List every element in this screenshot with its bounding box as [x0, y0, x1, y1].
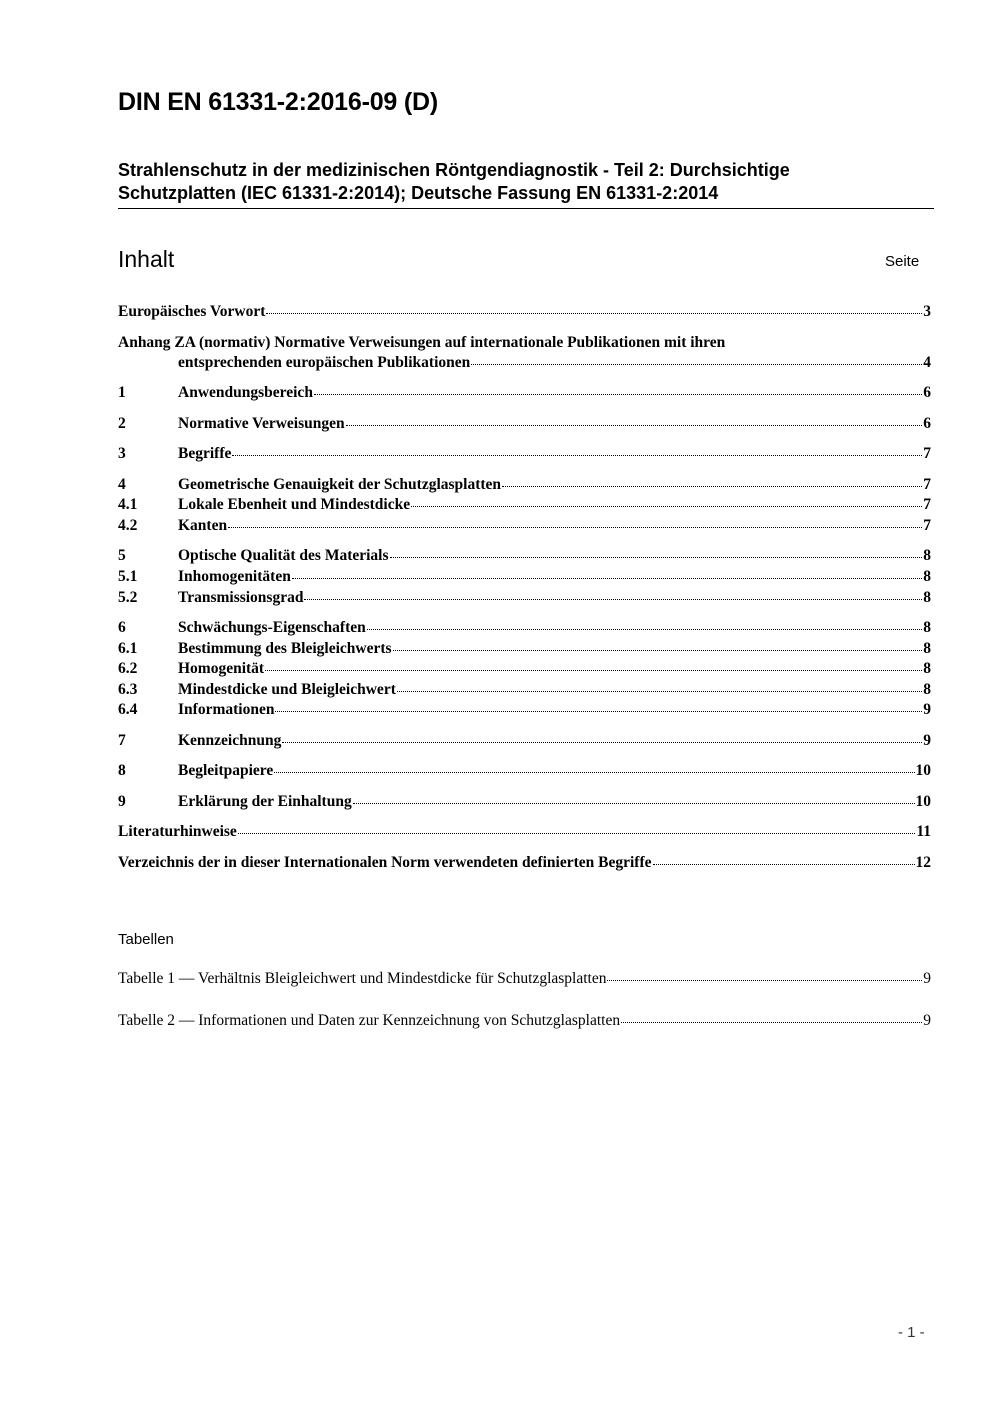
toc-entry-page: 7 [923, 476, 931, 493]
toc-entry-page: 8 [923, 568, 931, 585]
toc-entry-page: 8 [923, 589, 931, 606]
dot-leader [232, 455, 922, 456]
tables-heading: Tabellen [118, 931, 174, 948]
toc-entry-page: 9 [923, 701, 931, 718]
toc-entry-text: Begriffe [178, 445, 232, 462]
toc-entry[interactable] [118, 731, 931, 751]
table-entry-text: Tabelle 2 — Informationen und Daten zur Kennzeichnung von Schutzglasplatten [118, 1012, 621, 1029]
toc-entry[interactable] [118, 618, 931, 638]
toc-entry-text: Kennzeichnung [178, 732, 282, 749]
page-column-label: Seite [885, 253, 920, 270]
toc-entry-number: 5.1 [118, 568, 138, 585]
dot-leader [238, 833, 916, 834]
toc-entry-text: Anhang ZA (normativ) Normative Verweisungen auf internationale Publikationen mit ihren [118, 334, 726, 351]
toc-entry-page: 10 [915, 762, 931, 779]
dot-leader [282, 742, 922, 743]
document-title [118, 159, 934, 209]
toc-entry-number: 8 [118, 762, 126, 779]
toc-entry[interactable] [118, 444, 931, 464]
toc-entry-page: 8 [923, 660, 931, 677]
table-entry-text: Tabelle 1 — Verhältnis Bleigleichwert und Mindestdicke für Schutzglasplatten [118, 970, 607, 987]
toc-entry-text: Begleitpapiere [178, 762, 274, 779]
document-title-line-2: Schutzplatten (IEC 61331-2:2014); Deutsche Fassung EN 61331-2:2014 [118, 183, 719, 203]
dot-leader [353, 803, 915, 804]
toc-entry-number: 2 [118, 415, 126, 432]
table-entry[interactable] [118, 969, 931, 989]
toc-entry-page: 7 [923, 496, 931, 513]
toc-entry-number: 3 [118, 445, 126, 462]
dot-leader [397, 691, 922, 692]
toc-entry-page: 4 [923, 354, 931, 371]
toc-entry-page: 7 [923, 517, 931, 534]
toc-entry-page: 8 [923, 547, 931, 564]
toc-entry-number: 9 [118, 793, 126, 810]
toc-entry[interactable] [118, 414, 931, 434]
dot-leader [292, 578, 922, 579]
toc-entry-text: Schwächungs-Eigenschaften [178, 619, 366, 636]
table-entry-page: 9 [923, 970, 931, 987]
dot-leader [393, 650, 923, 651]
contents-heading: Inhalt [118, 246, 175, 272]
toc-entry[interactable] [118, 495, 931, 515]
toc-entry-number: 6.4 [118, 701, 138, 718]
toc-entry-text: Optische Qualität des Materials [178, 547, 389, 564]
toc-entry-number: 5.2 [118, 589, 138, 606]
dot-leader [265, 670, 922, 671]
toc-entry-annex-line-1[interactable] [118, 333, 931, 353]
toc-entry-text: Inhomogenitäten [178, 568, 291, 585]
toc-entry[interactable] [118, 700, 931, 720]
document-title-line-1: Strahlenschutz in der medizinischen Röntgendiagnostik - Teil 2: Durchsichtige [118, 160, 790, 180]
dot-leader [471, 364, 922, 365]
toc-entry[interactable] [118, 567, 931, 587]
dot-leader [266, 313, 922, 314]
toc-entry-text: Anwendungsbereich [178, 384, 313, 401]
toc-entry-page: 3 [923, 303, 931, 320]
toc-entry-number: 7 [118, 732, 126, 749]
toc-entry-text: Informationen [178, 701, 275, 718]
toc-entry-text-continued: entsprechenden europäischen Publikationen [178, 354, 471, 371]
toc-entry-text: Homogenität [178, 660, 265, 677]
dot-leader [274, 772, 914, 773]
dot-leader [502, 486, 922, 487]
toc-entry-annex-line-2[interactable] [118, 353, 931, 373]
toc-entry-number: 6.3 [118, 681, 138, 698]
dot-leader [314, 394, 922, 395]
toc-entry[interactable] [118, 546, 931, 566]
toc-entry-number: 4.2 [118, 517, 138, 534]
toc-entry-text: Literaturhinweise [118, 823, 237, 840]
toc-entry-number: 5 [118, 547, 126, 564]
dot-leader [367, 629, 923, 630]
toc-entry[interactable] [118, 659, 931, 679]
toc-entry[interactable] [118, 475, 931, 495]
toc-entry-page: 6 [923, 384, 931, 401]
toc-entry[interactable] [118, 761, 931, 781]
dot-leader [607, 980, 922, 981]
dot-leader [304, 599, 922, 600]
toc-entry-text: Kanten [178, 517, 228, 534]
toc-entry-page: 9 [923, 732, 931, 749]
toc-entry-number: 4.1 [118, 496, 138, 513]
toc-entry-text: Lokale Ebenheit und Mindestdicke [178, 496, 411, 513]
toc-entry[interactable] [118, 639, 931, 659]
toc-entry-number: 4 [118, 476, 126, 493]
toc-entry[interactable] [118, 302, 931, 322]
toc-entry[interactable] [118, 822, 931, 842]
toc-entry[interactable] [118, 680, 931, 700]
toc-entry-text: Normative Verweisungen [178, 415, 345, 432]
table-entry-page: 9 [923, 1012, 931, 1029]
toc-entry-page: 11 [916, 823, 931, 840]
toc-entry[interactable] [118, 588, 931, 608]
toc-entry-number: 1 [118, 384, 126, 401]
toc-entry[interactable] [118, 853, 931, 873]
toc-entry-number: 6.2 [118, 660, 138, 677]
toc-entry-text: Verzeichnis der in dieser Internationalen Norm verwendeten definierten Begriffe [118, 854, 652, 871]
toc-entry-page: 8 [923, 681, 931, 698]
toc-entry-text: Geometrische Genauigkeit der Schutzglasplatten [178, 476, 502, 493]
dot-leader [621, 1022, 922, 1023]
toc-entry-text: Europäisches Vorwort [118, 303, 266, 320]
toc-entry-page: 6 [923, 415, 931, 432]
dot-leader [275, 711, 922, 712]
table-entry[interactable] [118, 1011, 931, 1031]
toc-entry-number: 6.1 [118, 640, 138, 657]
document-code: DIN EN 61331-2:2016-09 (D) [118, 88, 438, 116]
dot-leader [228, 527, 922, 528]
dot-leader [346, 425, 923, 426]
toc-entry-page: 7 [923, 445, 931, 462]
dot-leader [390, 557, 923, 558]
toc-entry[interactable] [118, 516, 931, 536]
toc-entry-page: 8 [923, 619, 931, 636]
toc-entry-text: Transmissionsgrad [178, 589, 304, 606]
toc-entry-page: 12 [915, 854, 931, 871]
toc-entry-page: 8 [923, 640, 931, 657]
toc-entry-number: 6 [118, 619, 126, 636]
toc-entry[interactable] [118, 383, 931, 403]
toc-entry[interactable] [118, 792, 931, 812]
page-number: - 1 - [898, 1324, 925, 1341]
toc-entry-text: Erklärung der Einhaltung [178, 793, 352, 810]
toc-entry-text: Mindestdicke und Bleigleichwert [178, 681, 396, 698]
toc-entry-page: 10 [915, 793, 931, 810]
dot-leader [411, 506, 922, 507]
toc-entry-text: Bestimmung des Bleigleichwerts [178, 640, 392, 657]
dot-leader [653, 864, 915, 865]
